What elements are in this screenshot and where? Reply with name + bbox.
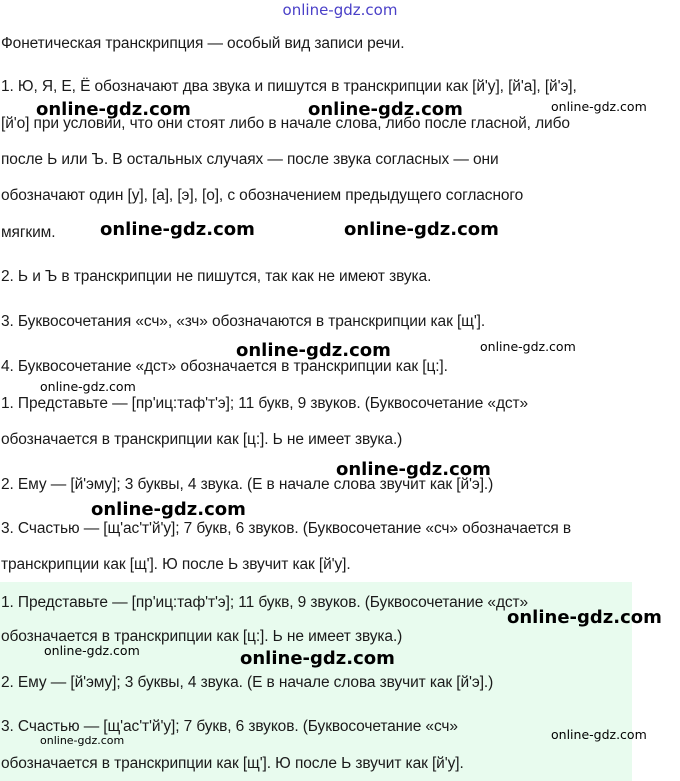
site-title[interactable]: online-gdz.com: [282, 1, 398, 19]
watermark: online-gdz.com: [308, 99, 463, 120]
watermark: online-gdz.com: [44, 643, 140, 658]
rule-1-line-2: [й'о] при условии, что они стоят либо в начале слова, либо после гласной, либо: [1, 115, 570, 132]
hl-answer-1-line-2: обозначается в транскрипции как [ц:]. Ь не имеет звука.): [1, 628, 403, 645]
intro-text: Фонетическая транскрипция — особый вид записи речи.: [1, 35, 405, 52]
rule-1-line-5: мягким.: [1, 224, 56, 241]
watermark: online-gdz.com: [36, 99, 191, 120]
rule-3-text: 3. Буквосочетания «сч», «зч» обозначаются в транскрипции как [щ'].: [1, 313, 486, 330]
watermark: online-gdz.com: [344, 219, 499, 240]
answer-3-line-2: транскрипции как [щ']. Ю после Ь звучит как [й'у].: [1, 556, 351, 573]
watermark: online-gdz.com: [551, 727, 647, 742]
watermark: online-gdz.com: [100, 219, 255, 240]
watermark: online-gdz.com: [240, 648, 395, 669]
watermark: online-gdz.com: [507, 607, 662, 628]
watermark: online-gdz.com: [40, 734, 125, 747]
hl-answer-3-line-2: обозначается в транскрипции как [щ']. Ю после Ь звучит как [й'у].: [1, 755, 464, 772]
watermark: online-gdz.com: [480, 339, 576, 354]
hl-answer-1-line-1: 1. Представьте — [пр'иц:таф'т'э]; 11 букв, 9 звуков. (Буквосочетание «дст»: [1, 594, 529, 611]
rule-4-text: 4. Буквосочетание «дст» обозначается в транскрипции как [ц:].: [1, 358, 448, 375]
rule-1-line-4: обозначают один [у], [а], [э], [о], с обозначением предыдущего согласного: [1, 187, 524, 204]
watermark: online-gdz.com: [336, 459, 491, 480]
answer-2-text: 2. Ему — [й'эму]; 3 буквы, 4 звука. (Е в начале слова звучит как [й'э].): [1, 476, 494, 493]
watermark: online-gdz.com: [91, 499, 246, 520]
answer-1-line-1: 1. Представьте — [пр'иц:таф'т'э]; 11 букв, 9 звуков. (Буквосочетание «дст»: [1, 395, 529, 412]
hl-answer-3-line-1: 3. Счастью — [щ'ас'т'й'у]; 7 букв, 6 звуков. (Буквосочетание «сч»: [1, 718, 458, 735]
rule-1-line-3: после Ь или Ъ. В остальных случаях — после звука согласных — они: [1, 151, 499, 168]
hl-answer-2-text: 2. Ему — [й'эму]; 3 буквы, 4 звука. (Е в начале слова звучит как [й'э].): [1, 674, 494, 691]
answer-3-line-1: 3. Счастью — [щ'ас'т'й'у]; 7 букв, 6 звуков. (Буквосочетание «сч» обозначается в: [1, 520, 572, 537]
watermark: online-gdz.com: [40, 379, 136, 394]
watermark: online-gdz.com: [551, 99, 647, 114]
rule-1-line-1: 1. Ю, Я, Е, Ё обозначают два звука и пишутся в транскрипции как [й'у], [й'а], [й'э],: [1, 78, 577, 95]
watermark: online-gdz.com: [236, 340, 391, 361]
answer-1-line-2: обозначается в транскрипции как [ц:]. Ь не имеет звука.): [1, 431, 403, 448]
rule-2-text: 2. Ь и Ъ в транскрипции не пишутся, так как не имеют звука.: [1, 268, 432, 285]
